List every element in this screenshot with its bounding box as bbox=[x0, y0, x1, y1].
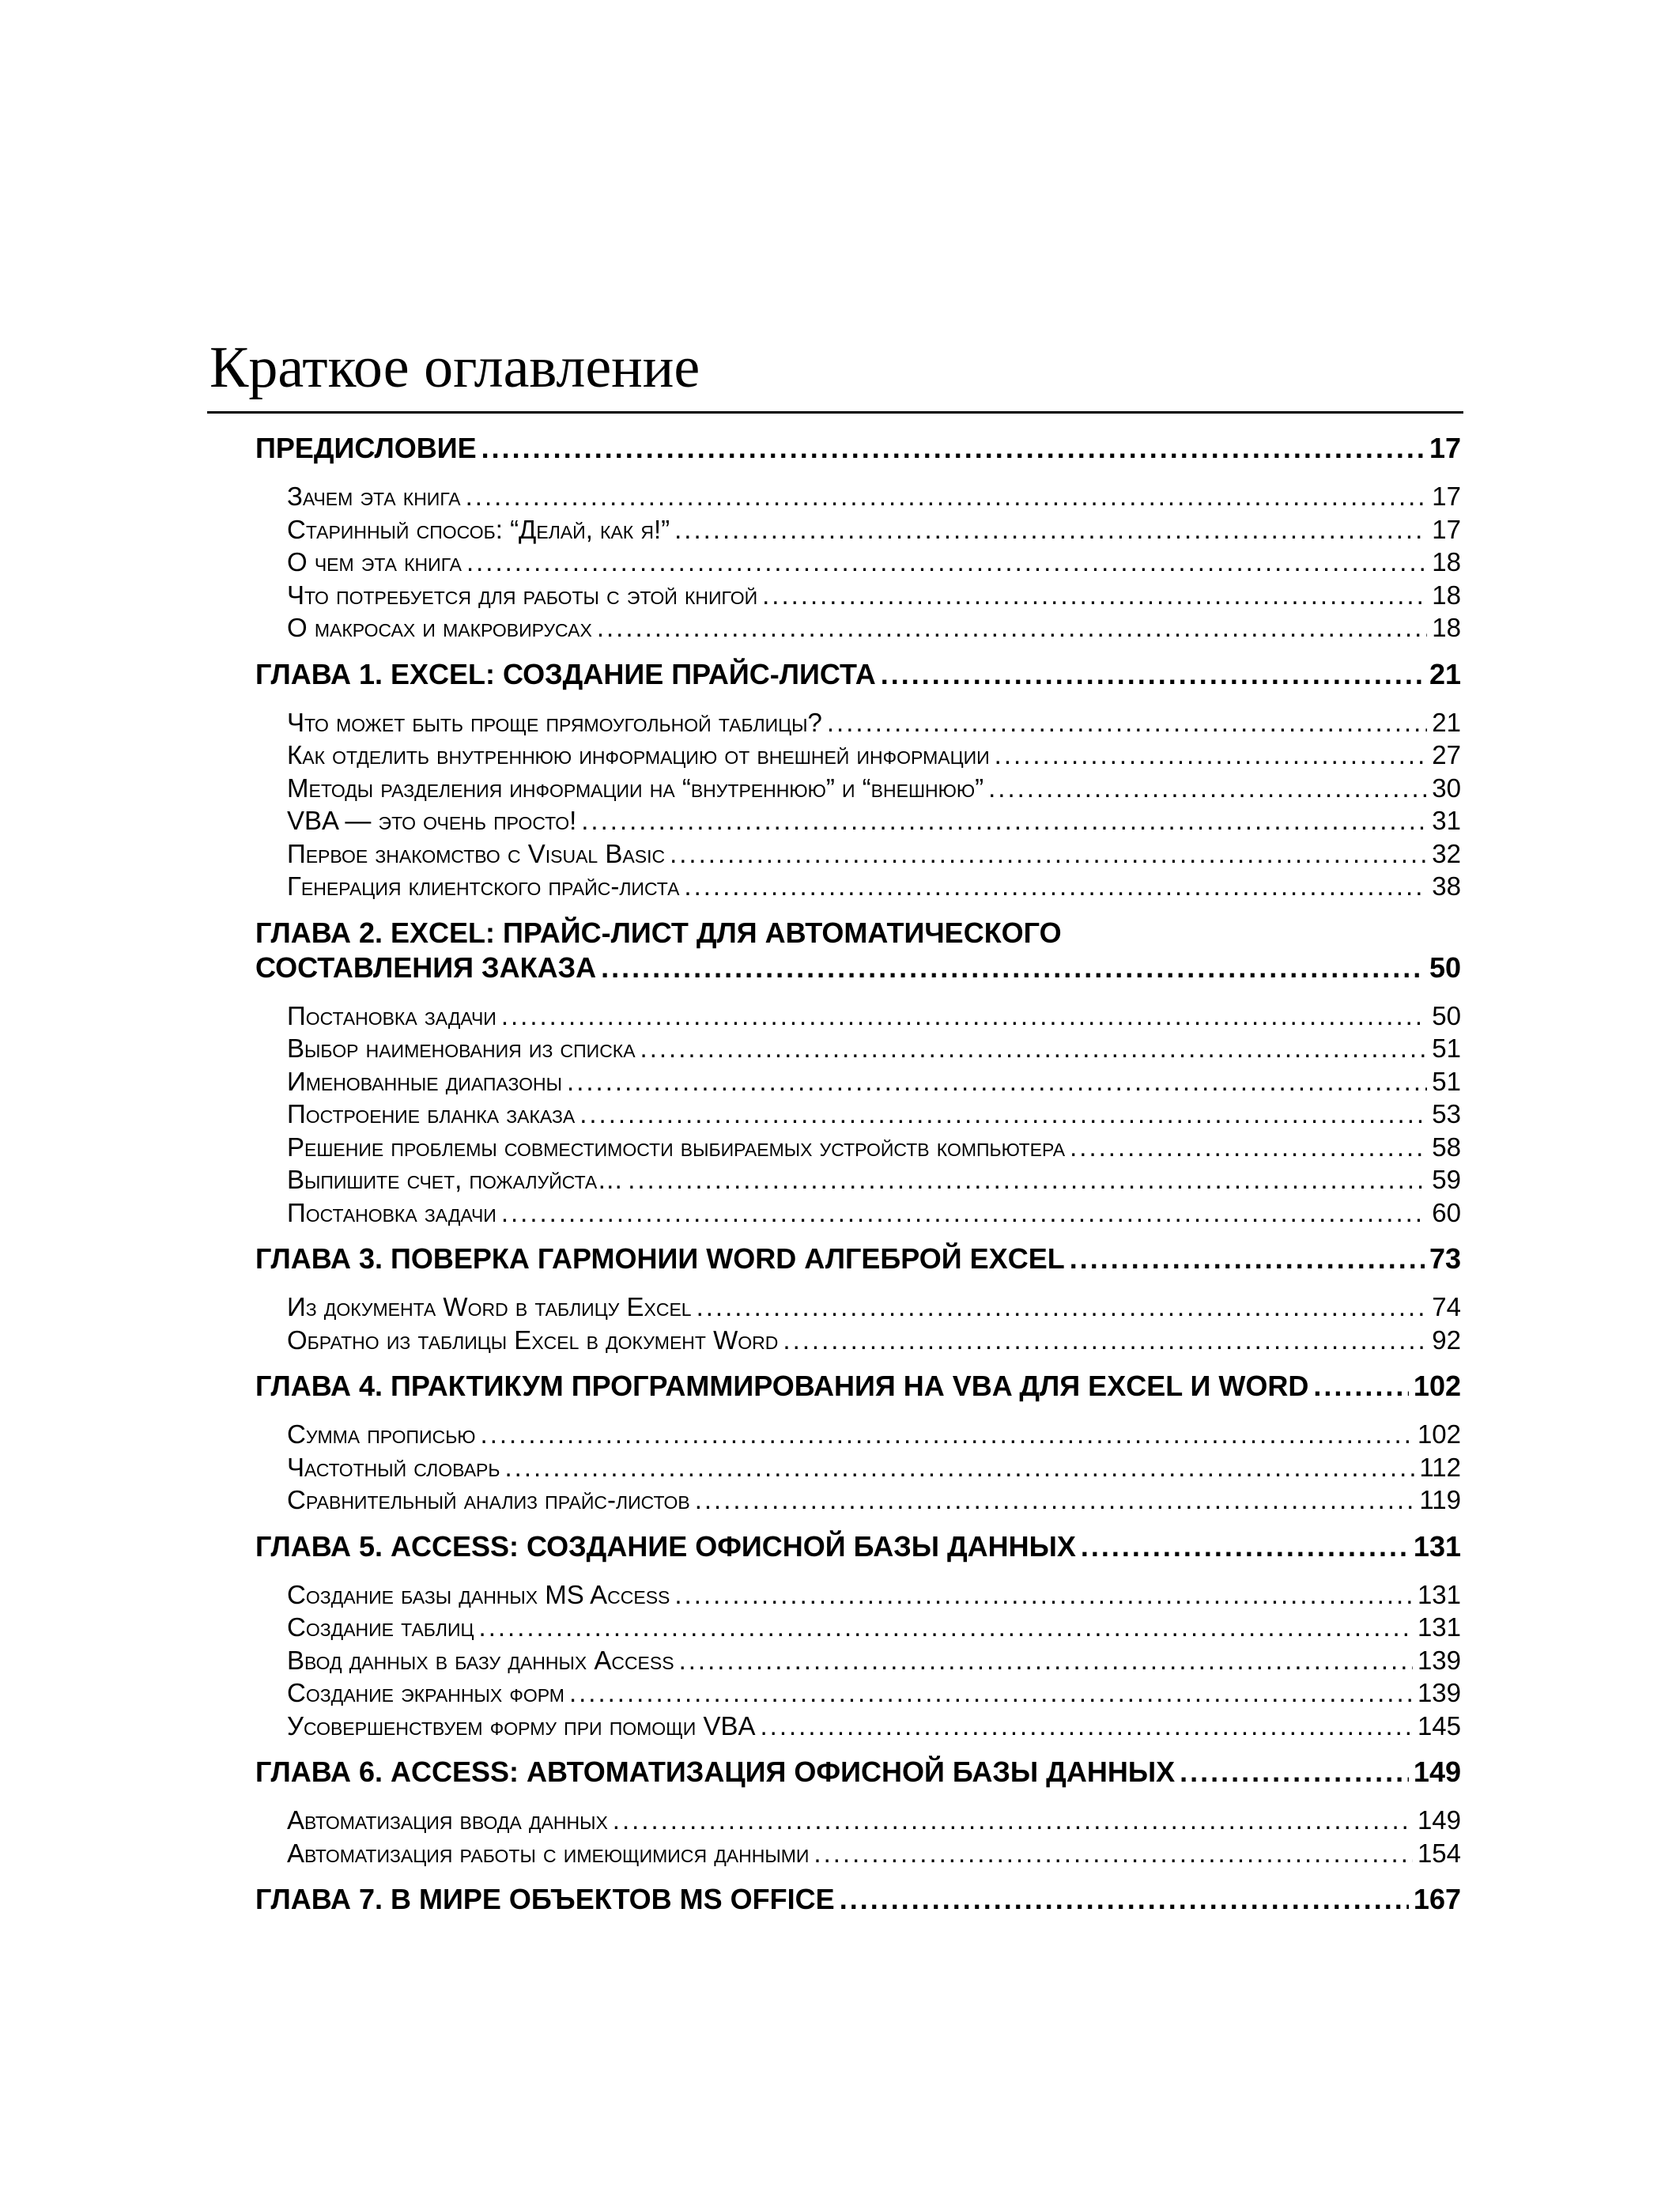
dot-leader bbox=[761, 1710, 1413, 1743]
dot-leader bbox=[580, 1098, 1427, 1131]
chapter-entries bbox=[255, 706, 1461, 903]
entry-page-number: 154 bbox=[1417, 1838, 1461, 1868]
toc-entry[interactable] bbox=[287, 546, 1461, 579]
entry-page-number: 74 bbox=[1432, 1292, 1461, 1321]
toc-entry[interactable] bbox=[287, 480, 1461, 513]
entry-title: Из документа Word в таблицу Excel bbox=[287, 1292, 692, 1321]
entry-page-number: 18 bbox=[1432, 547, 1461, 576]
entry-page-number: 18 bbox=[1432, 613, 1461, 642]
entry-page-number: 53 bbox=[1432, 1099, 1461, 1128]
entry-title: Постановка задачи bbox=[287, 1000, 496, 1030]
chapter-heading[interactable] bbox=[255, 951, 1461, 985]
entry-title: Постановка задачи bbox=[287, 1197, 496, 1227]
chapter-title: ГЛАВА 1. EXCEL: СОЗДАНИЕ ПРАЙС-ЛИСТА bbox=[255, 657, 876, 690]
chapter-title: ПРЕДИСЛОВИЕ bbox=[255, 432, 477, 464]
chapter-title: ГЛАВА 6. ACCESS: АВТОМАТИЗАЦИЯ ОФИСНОЙ БАЗЫ ДАННЫХ bbox=[255, 1756, 1176, 1788]
entry-page-number: 32 bbox=[1432, 838, 1461, 868]
entry-title: Сумма прописью bbox=[287, 1419, 476, 1449]
entry-title: Как отделить внутреннюю информацию от внешней информации bbox=[287, 740, 990, 769]
entry-title: VBA — это очень просто! bbox=[287, 806, 577, 835]
entry-title: Обратно из таблицы Excel в документ Word bbox=[287, 1325, 779, 1355]
toc-entry[interactable] bbox=[287, 1000, 1461, 1033]
entry-title: Автоматизация работы с имеющимися данными bbox=[287, 1838, 810, 1868]
chapter-heading[interactable] bbox=[255, 431, 1461, 466]
entry-title: Создание базы данных MS Access bbox=[287, 1579, 670, 1609]
entry-page-number: 31 bbox=[1432, 806, 1461, 835]
dot-leader bbox=[1070, 1131, 1427, 1164]
chapter-entries bbox=[255, 1000, 1461, 1230]
chapter-heading[interactable] bbox=[255, 1369, 1461, 1404]
toc-entry[interactable] bbox=[287, 1418, 1461, 1451]
dot-leader bbox=[481, 1418, 1413, 1451]
toc-entry[interactable] bbox=[287, 1131, 1461, 1164]
dot-leader bbox=[466, 480, 1428, 513]
dot-leader bbox=[995, 739, 1428, 772]
dot-leader bbox=[613, 1804, 1413, 1837]
dot-leader bbox=[640, 1032, 1428, 1065]
dot-leader bbox=[1180, 1755, 1409, 1790]
toc-entry[interactable] bbox=[287, 772, 1461, 805]
entry-title: Усовершенствуем форму при помощи VBA bbox=[287, 1710, 756, 1740]
toc-entry[interactable] bbox=[287, 1451, 1461, 1484]
toc-entry[interactable] bbox=[287, 870, 1461, 903]
toc-chapter bbox=[255, 1242, 1461, 1356]
table-of-contents bbox=[255, 431, 1461, 1917]
toc-entry[interactable] bbox=[287, 837, 1461, 871]
dot-leader bbox=[569, 1676, 1413, 1710]
chapter-page-number: 149 bbox=[1413, 1756, 1461, 1788]
chapter-page-number: 73 bbox=[1429, 1242, 1461, 1275]
entry-page-number: 145 bbox=[1417, 1710, 1461, 1740]
entry-page-number: 131 bbox=[1417, 1612, 1461, 1642]
toc-entry[interactable] bbox=[287, 1578, 1461, 1612]
entry-title: Старинный способ: “Делай, как я!” bbox=[287, 514, 670, 544]
toc-entry[interactable] bbox=[287, 1710, 1461, 1743]
entry-title: Выбор наименования из списка bbox=[287, 1034, 636, 1063]
dot-leader bbox=[597, 611, 1427, 644]
toc-entry[interactable] bbox=[287, 739, 1461, 772]
toc-entry[interactable] bbox=[287, 1804, 1461, 1837]
chapter-page-number: 131 bbox=[1413, 1529, 1461, 1563]
toc-entry[interactable] bbox=[287, 1291, 1461, 1324]
chapter-heading[interactable] bbox=[255, 657, 1461, 692]
chapter-page-number: 102 bbox=[1413, 1370, 1461, 1402]
entry-page-number: 51 bbox=[1432, 1034, 1461, 1063]
toc-chapter bbox=[255, 1755, 1461, 1869]
dot-leader bbox=[601, 951, 1425, 985]
toc-entry[interactable] bbox=[287, 706, 1461, 739]
dot-leader bbox=[481, 431, 1425, 466]
toc-chapter bbox=[255, 1882, 1461, 1917]
entry-title: Генерация клиентского прайс-листа bbox=[287, 871, 680, 901]
dot-leader bbox=[881, 657, 1425, 692]
dot-leader bbox=[1313, 1369, 1409, 1404]
entry-title: Что потребуется для работы с этой книгой bbox=[287, 580, 758, 610]
entry-title: О макросах и макровирусах bbox=[287, 613, 592, 642]
chapter-entries bbox=[255, 1291, 1461, 1356]
toc-entry[interactable] bbox=[287, 1324, 1461, 1357]
dot-leader bbox=[679, 1644, 1413, 1677]
dot-leader bbox=[1081, 1529, 1409, 1564]
entry-title: Что может быть проще прямоугольной таблицы? bbox=[287, 707, 822, 737]
chapter-page-number: 50 bbox=[1429, 951, 1461, 984]
toc-chapter bbox=[255, 657, 1461, 903]
entry-page-number: 59 bbox=[1432, 1165, 1461, 1194]
entry-page-number: 149 bbox=[1417, 1805, 1461, 1835]
entry-page-number: 139 bbox=[1417, 1645, 1461, 1675]
dot-leader bbox=[695, 1483, 1415, 1517]
entry-title: Выпишите счет, пожалуйста… bbox=[287, 1165, 624, 1194]
dot-leader bbox=[697, 1291, 1428, 1324]
toc-entry[interactable] bbox=[287, 1837, 1461, 1870]
entry-title: Зачем эта книга bbox=[287, 482, 461, 511]
chapter-title: ГЛАВА 7. В МИРЕ ОБЪЕКТОВ MS OFFICE bbox=[255, 1883, 835, 1915]
entry-title: Автоматизация ввода данных bbox=[287, 1805, 608, 1835]
entry-title: Создание таблиц bbox=[287, 1612, 474, 1642]
chapter-page-number: 167 bbox=[1413, 1883, 1461, 1915]
toc-entry[interactable] bbox=[287, 611, 1461, 644]
chapter-entries bbox=[255, 1418, 1461, 1517]
dot-leader bbox=[505, 1451, 1415, 1484]
toc-chapter bbox=[255, 1529, 1461, 1743]
chapter-entries bbox=[255, 1804, 1461, 1869]
dot-leader bbox=[988, 772, 1427, 805]
dot-leader bbox=[670, 837, 1427, 871]
title-rule bbox=[207, 411, 1463, 414]
entry-title: Ввод данных в базу данных Access bbox=[287, 1645, 674, 1675]
toc-chapter bbox=[255, 916, 1461, 1230]
toc-entry[interactable] bbox=[287, 1065, 1461, 1098]
entry-page-number: 21 bbox=[1432, 707, 1461, 737]
entry-title: Сравнительный анализ прайс-листов bbox=[287, 1485, 690, 1514]
entry-page-number: 18 bbox=[1432, 580, 1461, 610]
entry-page-number: 112 bbox=[1419, 1452, 1461, 1482]
entry-page-number: 139 bbox=[1417, 1678, 1461, 1707]
entry-title: Методы разделения информации на “внутреннюю” и “внешнюю” bbox=[287, 773, 984, 803]
dot-leader bbox=[479, 1611, 1413, 1644]
entry-title: Частотный словарь bbox=[287, 1452, 500, 1482]
dot-leader bbox=[466, 546, 1427, 579]
chapter-page-number: 17 bbox=[1429, 432, 1461, 464]
dot-leader bbox=[840, 1882, 1409, 1917]
entry-page-number: 60 bbox=[1432, 1197, 1461, 1227]
page-title: Краткое оглавление bbox=[210, 335, 700, 400]
toc-entry[interactable] bbox=[287, 579, 1461, 612]
toc-entry[interactable] bbox=[287, 804, 1461, 837]
dot-leader bbox=[814, 1837, 1413, 1870]
entry-page-number: 17 bbox=[1432, 482, 1461, 511]
chapter-title: ГЛАВА 5. ACCESS: СОЗДАНИЕ ОФИСНОЙ БАЗЫ ДАННЫХ bbox=[255, 1529, 1076, 1563]
entry-page-number: 38 bbox=[1432, 871, 1461, 901]
dot-leader bbox=[674, 1578, 1413, 1612]
dot-leader bbox=[1070, 1242, 1425, 1276]
entry-title: Первое знакомство с Visual Basic bbox=[287, 838, 666, 868]
toc-entry[interactable] bbox=[287, 1098, 1461, 1131]
toc-entry[interactable] bbox=[287, 1483, 1461, 1517]
entry-title: Создание экранных форм bbox=[287, 1678, 564, 1707]
chapter-title: ГЛАВА 3. ПОВЕРКА ГАРМОНИИ WORD АЛГЕБРОЙ EXCEL bbox=[255, 1242, 1065, 1275]
dot-leader bbox=[581, 804, 1427, 837]
toc-chapter bbox=[255, 1369, 1461, 1517]
chapter-entries bbox=[255, 480, 1461, 644]
toc-entry[interactable] bbox=[287, 1611, 1461, 1644]
entry-title: Построение бланка заказа bbox=[287, 1099, 576, 1128]
dot-leader bbox=[674, 513, 1427, 546]
dot-leader bbox=[501, 1000, 1427, 1033]
chapter-heading[interactable] bbox=[255, 1242, 1461, 1276]
dot-leader bbox=[827, 706, 1427, 739]
entry-title: О чем эта книга bbox=[287, 547, 462, 576]
entry-page-number: 51 bbox=[1432, 1066, 1461, 1096]
entry-page-number: 119 bbox=[1419, 1485, 1461, 1514]
chapter-heading[interactable] bbox=[255, 1882, 1461, 1917]
chapter-entries bbox=[255, 1578, 1461, 1743]
entry-page-number: 50 bbox=[1432, 1000, 1461, 1030]
chapter-heading[interactable] bbox=[255, 1755, 1461, 1790]
entry-page-number: 102 bbox=[1417, 1419, 1461, 1449]
entry-page-number: 58 bbox=[1432, 1132, 1461, 1162]
entry-title: Решение проблемы совместимости выбираемых устройств компьютера bbox=[287, 1132, 1066, 1162]
entry-page-number: 92 bbox=[1432, 1325, 1461, 1355]
entry-title: Именованные диапазоны bbox=[287, 1066, 563, 1096]
entry-page-number: 27 bbox=[1432, 740, 1461, 769]
toc-entry[interactable] bbox=[287, 1163, 1461, 1196]
toc-entry[interactable] bbox=[287, 513, 1461, 546]
chapter-title: СОСТАВЛЕНИЯ ЗАКАЗА bbox=[255, 951, 597, 984]
entry-page-number: 30 bbox=[1432, 773, 1461, 803]
chapter-title: ГЛАВА 4. ПРАКТИКУМ ПРОГРАММИРОВАНИЯ НА VBA ДЛЯ EXCEL И WORD bbox=[255, 1370, 1309, 1402]
dot-leader bbox=[567, 1065, 1427, 1098]
dot-leader bbox=[684, 870, 1427, 903]
dot-leader bbox=[783, 1324, 1427, 1357]
dot-leader bbox=[628, 1163, 1427, 1196]
entry-page-number: 131 bbox=[1417, 1579, 1461, 1609]
entry-page-number: 17 bbox=[1432, 514, 1461, 544]
toc-entry[interactable] bbox=[287, 1676, 1461, 1710]
toc-entry[interactable] bbox=[287, 1196, 1461, 1230]
dot-leader bbox=[762, 579, 1427, 612]
toc-chapter bbox=[255, 431, 1461, 644]
toc-entry[interactable] bbox=[287, 1032, 1461, 1065]
dot-leader bbox=[501, 1196, 1427, 1230]
toc-entry[interactable] bbox=[287, 1644, 1461, 1677]
chapter-title-line1: ГЛАВА 2. EXCEL: ПРАЙС-ЛИСТ ДЛЯ АВТОМАТИЧЕСКОГО bbox=[255, 916, 1062, 949]
chapter-heading[interactable] bbox=[255, 1529, 1461, 1564]
chapter-page-number: 21 bbox=[1429, 657, 1461, 690]
